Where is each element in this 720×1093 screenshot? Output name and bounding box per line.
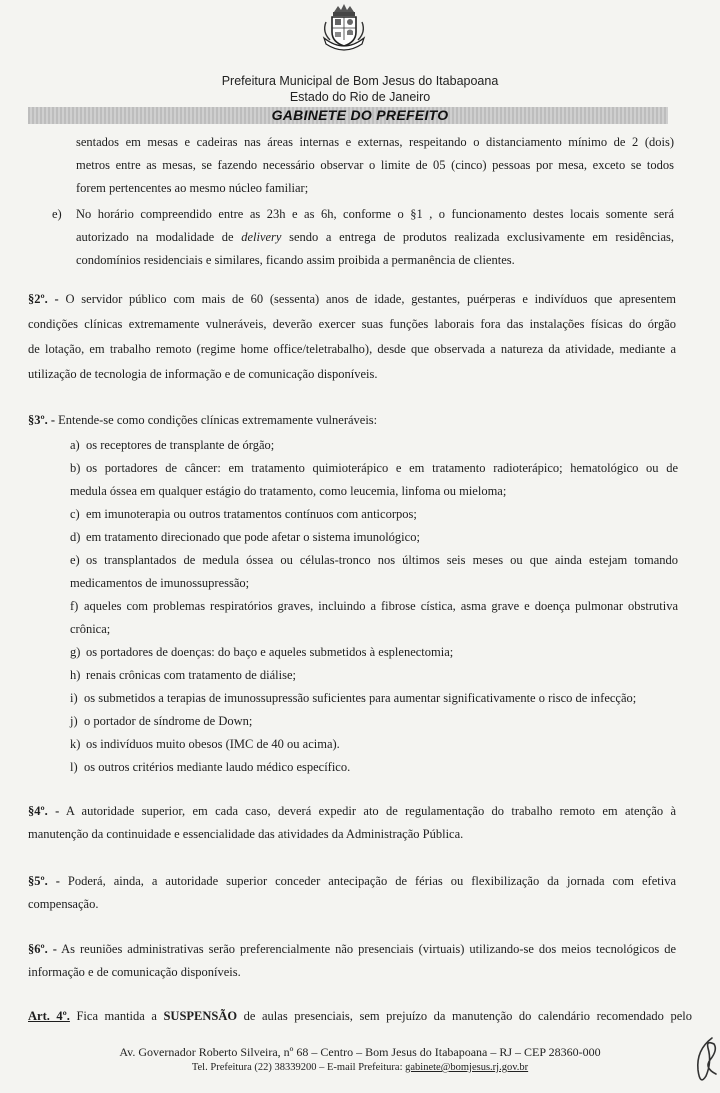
par6-line-2: informação e de comunicação disponíveis. — [28, 965, 241, 979]
municipality-name: Prefeitura Municipal de Bom Jesus do Itabapoana — [221, 74, 499, 88]
footer-address: Av. Governador Roberto Silveira, nº 68 – Centro – Bom Jesus do Itabapoana – RJ – CEP 28360-000 — [119, 1045, 601, 1059]
list-item: os submetidos a terapias de imunossupressão suficientes para aumentar significativamente o risco de infecção; — [84, 691, 637, 705]
list-item-continuation: medicamentos de imunossupressão; — [70, 576, 250, 590]
list-item-label: j) — [70, 714, 78, 728]
list-item-label: i) — [70, 691, 78, 705]
list-item: os portadores de doenças: do baço e aqueles submetidos à esplenectomia; — [86, 645, 454, 659]
par4-label: §4º. - — [28, 804, 60, 818]
list-item-label: f) — [70, 599, 79, 613]
list-item: em imunoterapia ou outros tratamentos contínuos com anticorpos; — [86, 507, 417, 521]
list-item: os receptores de transplante de órgão; — [86, 438, 275, 452]
par3-label: §3º. - — [28, 413, 56, 427]
list-item-label: d) — [70, 530, 81, 544]
par5-line-1-text: Poderá, ainda, a autoridade superior conceder antecipação de férias ou flexibilização da jornada com efetiva — [59, 874, 676, 888]
signature-mark-icon — [686, 1030, 720, 1090]
coat-of-arms-icon — [320, 2, 368, 52]
par5-label: §5º. - — [28, 874, 60, 888]
par2-line-1-text: O servidor público com mais de 60 (sessenta) anos de idade, gestantes, puérperas e indivíduos que apresentem — [58, 292, 676, 306]
list-item-label: g) — [70, 645, 81, 659]
list-item-label: k) — [70, 737, 81, 751]
art4-suspensao: SUSPENSÃO — [163, 1009, 238, 1023]
par5-line-2: compensação. — [28, 897, 99, 911]
item-e-line-2-b: sendo a entrega de produtos realizada exclusivamente em residências, — [281, 230, 674, 244]
par3-intro — [28, 412, 377, 428]
continuation-line-2: metros entre as mesas, se fazendo necessário observar o limite de 05 (cinco) pessoas por mesa, exceto se todos — [76, 158, 674, 172]
par4-line-1-text: A autoridade superior, em cada caso, deverá expedir ato de regulamentação do trabalho remoto em atenção à — [59, 804, 676, 818]
list-item-continuation: crônica; — [70, 622, 111, 636]
par6-label: §6º. - — [28, 942, 57, 956]
art4-line — [28, 1008, 692, 1024]
continuation-line-3: forem pertencentes ao mesmo núcleo familiar; — [76, 181, 309, 195]
list-item-label: h) — [70, 668, 81, 682]
list-item: os outros critérios mediante laudo médico específico. — [84, 760, 351, 774]
art4-text-b: de aulas presenciais, sem prejuízo da manutenção do calendário recomendado pelo — [237, 1009, 692, 1023]
item-e-line-1: No horário compreendido entre as 23h e as 6h, conforme o §1 , o funcionamento destes locais somente será — [76, 207, 674, 221]
state-name: Estado do Rio de Janeiro — [289, 90, 431, 104]
continuation-line-1: sentados em mesas e cadeiras nas áreas internas e externas, respeitando o distanciamento mínimo de 2 (dois) — [76, 135, 674, 149]
list-item-label: b) — [70, 461, 81, 475]
list-item-label: e) — [70, 553, 80, 567]
item-e-line-3: condomínios residenciais e similares, ficando assim proibida a permanência de clientes. — [76, 253, 515, 267]
par2-line-1 — [28, 291, 676, 307]
list-item-continuation: medula óssea em qualquer estágio do tratamento, como leucemia, linfoma ou mieloma; — [70, 484, 507, 498]
list-item: aqueles com problemas respiratórios graves, incluindo a fibrose cística, asma grave e doença pulmonar obstrutiva — [84, 599, 678, 613]
footer-contact — [0, 1062, 720, 1073]
footer-email-link[interactable]: gabinete@bomjesus.rj.gov.br — [405, 1062, 529, 1073]
par2-line-3: de lotação, em trabalho remoto (regime home office/teletrabalho), desde que observada a natureza da atividade, mediante a — [28, 342, 676, 356]
list-item: o portador de síndrome de Down; — [84, 714, 253, 728]
item-e-delivery: delivery — [241, 230, 282, 244]
par4-line-2: manutenção da continuidade e essencialidade das atividades da Administração Pública. — [28, 827, 464, 841]
item-e-label: e) — [52, 207, 62, 221]
par6-line-1 — [28, 941, 676, 957]
item-e-line-2-a: autorizado na modalidade de — [76, 230, 242, 244]
list-item: os portadores de câncer: em tratamento quimioterápico e em tratamento radioterápico; hematológico ou de — [86, 461, 678, 475]
item-e-line-2 — [76, 229, 674, 245]
list-item: renais crônicas com tratamento de diálise; — [86, 668, 296, 682]
par2-line-4: utilização de tecnologia de informação e de comunicação disponíveis. — [28, 367, 378, 381]
art4-text-a: Fica mantida a — [69, 1009, 164, 1023]
par2-label: §2º. - — [28, 292, 59, 306]
list-item: os indivíduos muito obesos (IMC de 40 ou acima). — [86, 737, 340, 751]
par2-line-2: condições clínicas extremamente vulneráveis, deverão exercer suas funções laborais fora das instalações físicas do órgão — [28, 317, 676, 331]
list-item: em tratamento direcionado que pode afetar o sistema imunológico; — [86, 530, 420, 544]
list-item: os transplantados de medula óssea ou células-tronco nos últimos seis meses ou que ainda estejam tomando — [86, 553, 678, 567]
list-item-label: c) — [70, 507, 80, 521]
list-item-label: l) — [70, 760, 78, 774]
footer-contact-text: Tel. Prefeitura (22) 38339200 – E-mail Prefeitura: — [191, 1062, 406, 1073]
list-item-label: a) — [70, 438, 80, 452]
header-bar-title: GABINETE DO PREFEITO — [271, 107, 449, 123]
par4-line-1 — [28, 803, 676, 819]
par5-line-1 — [28, 873, 676, 889]
art4-label: Art. 4º. — [28, 1009, 70, 1023]
par3-intro-text: Entende-se como condições clínicas extremamente vulneráveis: — [55, 413, 378, 427]
par6-line-1-text: As reuniões administrativas serão preferencialmente não presenciais (virtuais) utilizando-se dos meios tecnológicos de — [56, 942, 676, 956]
